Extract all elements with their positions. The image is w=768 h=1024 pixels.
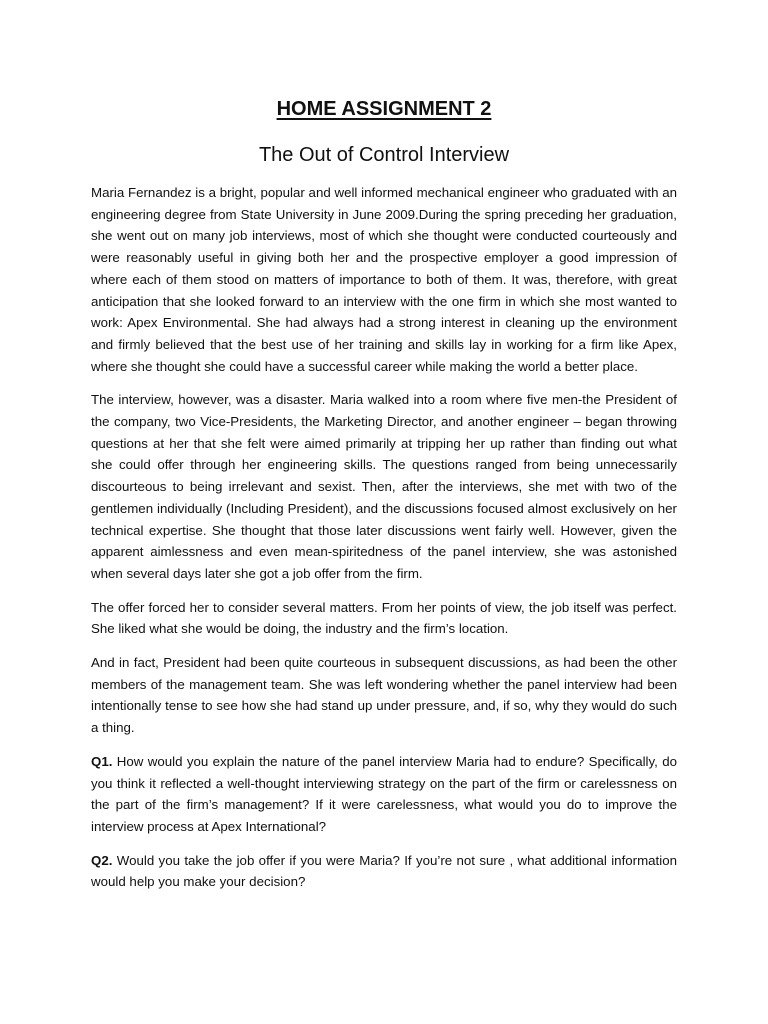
question-1-label: Q1. bbox=[91, 753, 113, 769]
document-body bbox=[91, 182, 677, 893]
document-title: HOME ASSIGNMENT 2 bbox=[276, 98, 492, 120]
question-2-label: Q2. bbox=[91, 852, 113, 868]
paragraph-intro: Maria Fernandez is a bright, popular and well informed mechanical engineer who graduated with an engineering degree from State University in June 2009.During the spring preceding her graduation, she went out on many job interviews, most of which she thought were conducted courteously and were reasonably useful in giving both her and the prospective employer a good impression of where each of them stood on matters of importance to both of them. It was, therefore, with great anticipation that she looked forward to an interview with the one firm in which she most wanted to work: Apex Environmental. She had always had a strong interest in cleaning up the environment and firmly believed that the best use of her training and skills lay in working for a firm like Apex, where she thought she could have a successful career while making the world a better place. bbox=[91, 185, 677, 374]
question-1 bbox=[91, 751, 677, 838]
document-page bbox=[91, 96, 677, 905]
paragraph-followup: And in fact, President had been quite courteous in subsequent discussions, as had been the other members of the management team. She was left wondering whether the panel interview had been intentionally tense to see how she had stand up under pressure, and, if so, why they would do such a thing. bbox=[91, 655, 677, 736]
question-2 bbox=[91, 850, 677, 893]
question-2-text: Would you take the job offer if you were Maria? If you’re not sure , what additional information would help you make your decision? bbox=[91, 852, 677, 890]
paragraph-interview: The interview, however, was a disaster. Maria walked into a room where five men-the President of the company, two Vice-Presidents, the Marketing Director, and another engineer – began throwing questions at her that she felt were aimed primarily at tripping her up rather than finding out what she could offer through her engineering skills. The questions ranged from being unnecessarily discourteous to being irrelevant and sexist. Then, after the interviews, she met with two of the gentlemen individually (Including President), and the discussions focused almost exclusively on her technical expertise. She thought that those later discussions went fairly well. However, given the apparent aimlessness and even mean-spiritedness of the panel interview, she was astonished when several days later she got a job offer from the firm. bbox=[91, 392, 677, 581]
question-1-text: How would you explain the nature of the panel interview Maria had to endure? Specifically, do you think it reflected a well-thought interviewing strategy on the part of the firm or carelessness on the part of the firm’s management? If it were carelessness, what would you do to improve the interview process at Apex International? bbox=[91, 753, 677, 834]
paragraph-offer: The offer forced her to consider several matters. From her points of view, the job itself was perfect. She liked what she would be doing, the industry and the firm’s location. bbox=[91, 599, 677, 637]
document-subtitle: The Out of Control Interview bbox=[258, 144, 510, 166]
